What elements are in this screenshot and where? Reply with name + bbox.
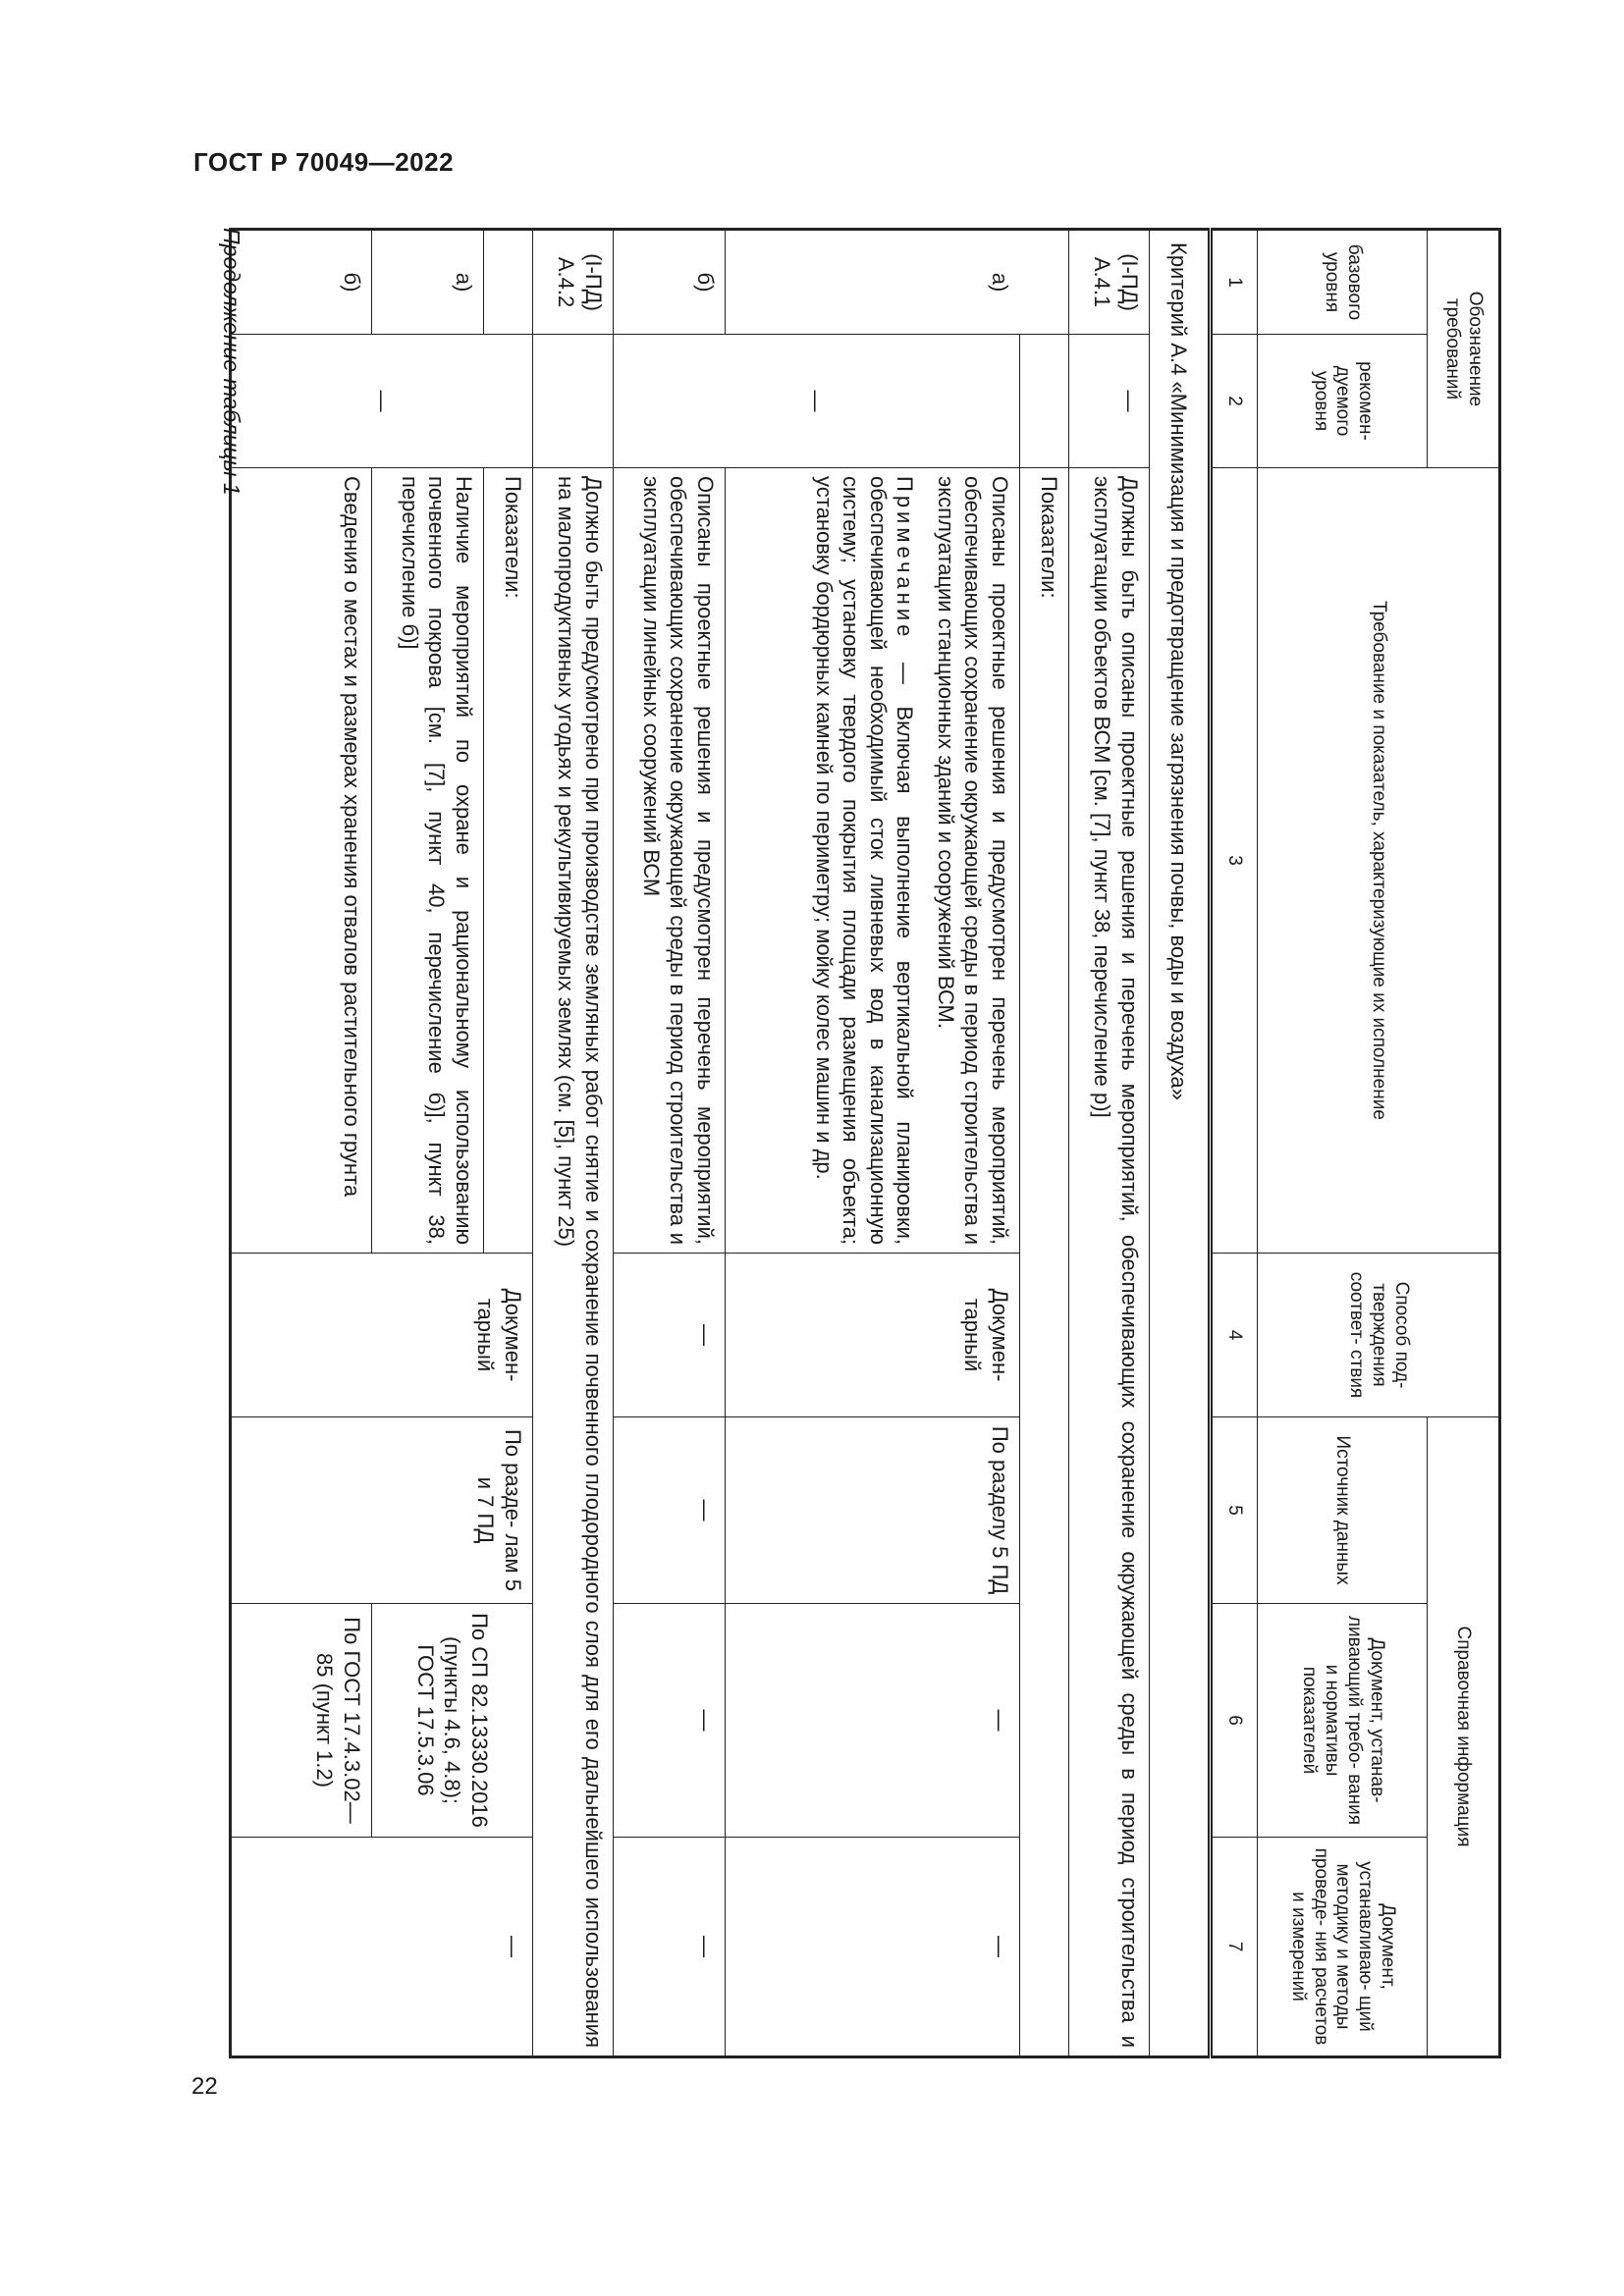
col-num-1: 1 [1211, 230, 1258, 335]
req-a41-row [1069, 230, 1150, 2057]
req-a42-b-code: б) [231, 230, 372, 335]
criterion-title: Критерий А.4 «Минимизация и предотвращение загрязнения почвы, воды и воздуха» [1150, 230, 1211, 2057]
req-a41-a-confirmation: Докумен- тарный [726, 1254, 1020, 1417]
header-doc-requirements: Документ, устанав- ливающий требо- вания и нормативы показателей [1258, 1604, 1428, 1838]
req-a41-a-row [726, 230, 1020, 2057]
req-a41-indicators-row [1020, 230, 1069, 2057]
header-base-level: базового уровня [1258, 230, 1428, 335]
req-a41-b-code: б) [614, 230, 726, 335]
req-a42-code: (I-ПД) А.4.2 [533, 230, 614, 335]
col-num-3: 3 [1211, 468, 1258, 1254]
requirements-table [229, 228, 1501, 2058]
req-a42-row [533, 230, 614, 2057]
req-a42-b-row [231, 230, 372, 2057]
col-num-6: 6 [1211, 1604, 1258, 1838]
req-a42-indicators-label: Показатели: [484, 468, 533, 1254]
req-a41-b-row [614, 230, 726, 2057]
req-a41-recommended: — [1069, 335, 1150, 468]
req-a42-a-text: Наличие мероприятий по охране и рациональному использованию почвенного покрова [см. [7], пункт 40, перечисление б)], пункт 38, перечисление б)] [372, 468, 484, 1254]
note-text: — Включая выполнение вертикальной планировки, обеспечивающей необходимый сток ливневых вод в канализационную систему; установку твердого покрытия площади размещения объекта; установку бордюрных камней по периметру; мойку колес машин и др. [812, 476, 918, 1245]
req-a42-text: Должно быть предусмотрено при производстве земляных работ снятие и сохранение почвенного плодородного слоя для его дальнейшего использования на малопродуктивных угодьях и рекультивируемых землях (см. [5], пункт 25) [533, 468, 614, 2057]
req-a41-indicators-dash: — [614, 335, 1020, 468]
req-a42-b-doc-req: По ГОСТ 17.4.3.02—85 (пункт 1.2) [231, 1604, 372, 1838]
header-doc-method: Документ, устанавливаю- щий методику и методы проведе- ния расчетов и измерений [1258, 1838, 1428, 2057]
req-a41-a-doc-method: — [726, 1838, 1020, 2057]
col-num-7: 7 [1211, 1838, 1258, 2057]
table-continuation-label: Продолжение таблицы 1 [219, 228, 244, 496]
header-designation: Обозначение требований [1428, 230, 1500, 468]
req-a42-indicators-row [484, 230, 533, 2057]
req-a41-a-source: По разделу 5 ПД [726, 1417, 1020, 1604]
req-a41-b-confirmation: — [614, 1254, 726, 1417]
header-requirement: Требование и показатель, характеризующие их исполнение [1258, 468, 1500, 1254]
note-label: Примечание [893, 476, 918, 641]
req-a41-b-doc-req: — [614, 1604, 726, 1838]
req-a42-source: По разде- лам 5 и 7 ПД [231, 1417, 533, 1604]
criterion-row [1150, 230, 1211, 2057]
req-a42-confirmation: Докумен- тарный [231, 1254, 533, 1417]
col-num-5: 5 [1211, 1417, 1258, 1604]
header-confirmation: Способ под- тверждения соответ- ствия [1258, 1254, 1500, 1417]
req-a41-text: Должны быть описаны проектные решения и перечень мероприятий, обеспечивающих сохранение окружающей среды в период строительства и эксплуатации объектов ВСМ [см. [7], пункт 38, перечисление р)] [1069, 468, 1150, 2057]
req-a42-doc-method: — [231, 1838, 533, 2057]
req-a41-b-source: — [614, 1417, 726, 1604]
req-a41-code: (I-ПД) А.4.1 [1069, 230, 1150, 335]
page-number: 22 [191, 2073, 218, 2100]
req-a41-a-code: а) [726, 230, 1020, 335]
req-a41-b-text: Описаны проектные решения и предусмотрен перечень мероприятий, обеспечивающих сохранение окружающей среды в период строительства и эксплуатации линейных сооружений ВСМ [614, 468, 726, 1254]
req-a41-a-main: Описаны проектные решения и предусмотрен перечень мероприятий, обеспечивающих сохранение окружающей среды в период строительства и эксплуатации станционных зданий и сооружений ВСМ. [934, 476, 1012, 1245]
header-reference: Справочная информация [1428, 1417, 1500, 2057]
column-number-row [1211, 230, 1258, 2057]
req-a42-b-text: Сведения о местах и размерах хранения отвалов растительного грунта [231, 468, 372, 1254]
req-a41-b-doc-method: — [614, 1838, 726, 2057]
req-a42-a-doc-req: По СП 82.13330.2016 (пункты 4.6, 4.8); ГОСТ 17.5.3.06 [372, 1604, 533, 1838]
req-a41-a-text [726, 468, 1020, 1254]
header-row-1 [1428, 230, 1500, 2057]
req-a42-a-code: а) [372, 230, 484, 335]
standard-designation: ГОСТ Р 70049—2022 [193, 147, 455, 177]
req-a41-a-doc-req: — [726, 1604, 1020, 1838]
req-a42-indicators-dash: — [231, 335, 533, 468]
req-a41-indicators-label: Показатели: [1020, 468, 1069, 2057]
header-recommended-level: рекомен- дуемого уровня [1258, 335, 1428, 468]
col-num-4: 4 [1211, 1254, 1258, 1417]
col-num-2: 2 [1211, 335, 1258, 468]
header-source: Источник данных [1258, 1417, 1428, 1604]
rotated-table-area [219, 228, 1501, 2056]
